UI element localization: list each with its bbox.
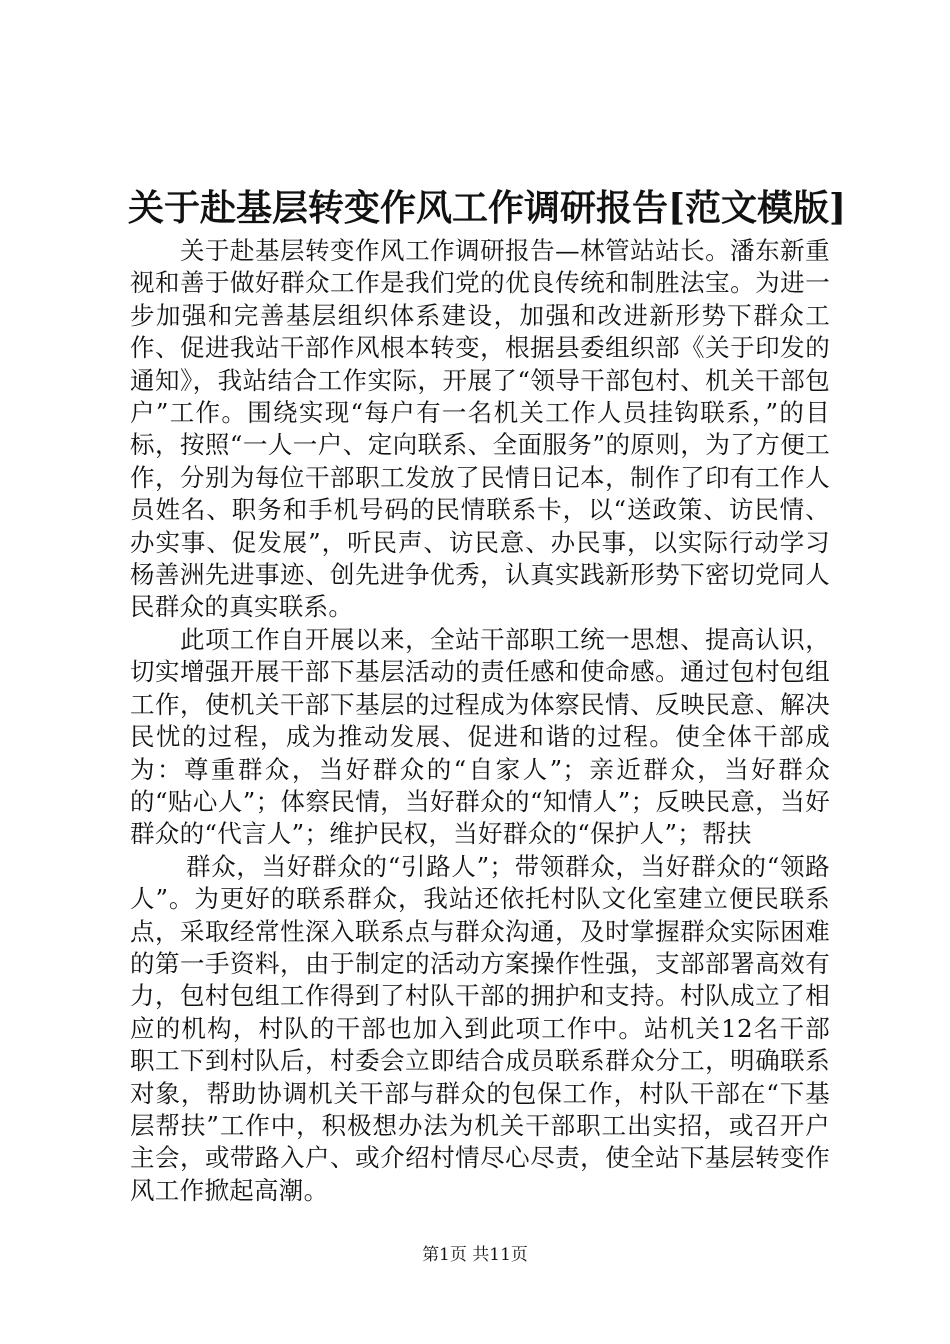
page-footer [0,1243,950,1267]
paragraph-3: 群众，当好群众的“引路人”；带领群众，当好群众的“领路人”。为更好的联系群众，我站还依托村队文化室建立便民联系点，采取经常性深入联系点与群众沟通，及时掌握群众实际困难的第一手资料，由于制定的活动方案操作性强，支部部署高效有力，包村包组工作得到了村队干部的拥护和支持。村队成立了相应的机构，村队的干部也加入到此项工作中。站机关12名干部职工下到村队后，村委会立即结合成员联系群众分工，明确联系对象，帮助协调机关干部与群众的包保工作，村队干部在“下基层帮扶”工作中，积极想办法为机关干部职工出实招，或召开户主会，或带路入户、或介绍村情尽心尽责，使全站下基层转变作风工作掀起高潮。 [130,851,831,1205]
document-body [130,235,830,1207]
paragraph-1: 关于赴基层转变作风工作调研报告—林管站站长。潘东新重视和善于做好群众工作是我们党的优良传统和制胜法宝。为进一步加强和完善基层组织体系建设，加强和改进新形势下群众工作、促进我站干部作风根本转变，根据县委组织部《关于印发的通知》，我站结合工作实际，开展了“领导干部包村、机关干部包户”工作。围绕实现“每户有一名机关工作人员挂钩联系，”的目标，按照“一人一户、定向联系、全面服务”的原则，为了方便工作，分别为每位干部职工发放了民情日记本，制作了印有工作人员姓名、职务和手机号码的民情联系卡，以“送政策、访民情、办实事、促发展”，听民声、访民意、办民事，以实际行动学习杨善洲先进事迹、创先进争优秀，认真实践新形势下密切党同人民群众的真实联系。 [130,236,830,622]
document-title: 关于赴基层转变作风工作调研报告[范文模版] [128,187,847,229]
paragraph-2: 此项工作自开展以来，全站干部职工统一思想、提高认识，切实增强开展干部下基层活动的责任感和使命感。通过包村包组工作，使机关干部下基层的过程成为体察民情、反映民意、解决民忧的过程，成为推动发展、促进和谐的过程。使全体干部成为：尊重群众，当好群众的“自家人”；亲近群众，当好群众的“贴心人”；体察民情，当好群众的“知情人”；反映民意，当好群众的“代言人”；维护民权，当好群众的“保护人”；帮扶 [130,624,830,849]
page-indicator: 第1页 共11页 [422,1245,528,1265]
